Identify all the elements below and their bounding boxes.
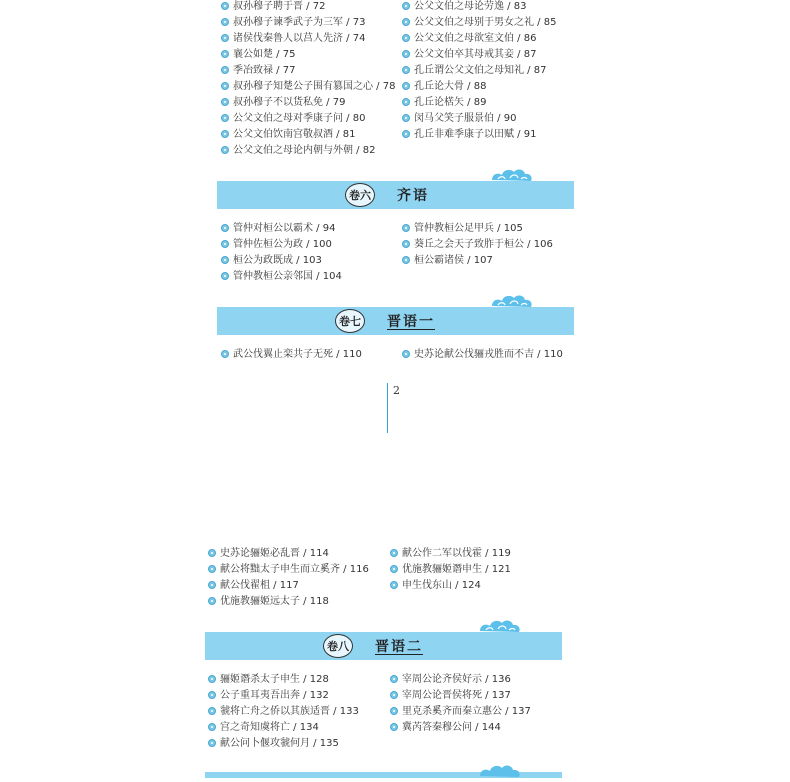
bullet-icon xyxy=(221,272,229,280)
bullet-icon xyxy=(402,82,410,90)
toc-entry xyxy=(221,48,295,61)
toc-entry xyxy=(221,348,362,361)
toc-entry-text: 宫之奇知虞将亡 / 134 xyxy=(220,722,319,733)
toc-entry xyxy=(221,32,365,45)
toc-entry-text: 公父文伯之母对季康子问 / 80 xyxy=(233,113,366,124)
toc-entry xyxy=(221,238,332,251)
bullet-icon xyxy=(390,581,398,589)
bullet-icon xyxy=(390,707,398,715)
toc-entry-text: 桓公霸诸侯 / 107 xyxy=(414,255,493,266)
toc-entry-text: 季冶致禄 / 77 xyxy=(233,65,296,76)
toc-entry-text: 宰周公论齐侯好示 / 136 xyxy=(402,674,511,685)
chapter-badge: 卷八 xyxy=(323,634,353,658)
toc-entry-text: 公父文伯之母欲室文伯 / 86 xyxy=(414,33,537,44)
toc-entry xyxy=(208,595,329,608)
toc-entry-text: 管仲对桓公以霸术 / 94 xyxy=(233,223,336,234)
bullet-icon xyxy=(390,549,398,557)
bullet-icon xyxy=(390,675,398,683)
bullet-icon xyxy=(208,549,216,557)
toc-entry xyxy=(390,721,501,734)
cloud-ornament-icon xyxy=(478,762,522,782)
toc-entry-text: 公父文伯之母论劳逸 / 83 xyxy=(414,1,527,12)
bullet-icon xyxy=(402,224,410,232)
bullet-icon xyxy=(402,34,410,42)
bullet-icon xyxy=(221,130,229,138)
toc-entry xyxy=(221,222,335,235)
toc-entry-text: 管仲教桓公足甲兵 / 105 xyxy=(414,223,523,234)
toc-entry-text: 里克杀奚齐而秦立惠公 / 137 xyxy=(402,706,531,717)
cloud-ornament-icon xyxy=(490,166,534,186)
toc-entry-text: 献公问卜偃攻虢何月 / 135 xyxy=(220,738,339,749)
bullet-icon xyxy=(221,18,229,26)
toc-entry-text: 公父文伯之母别于男女之礼 / 85 xyxy=(414,17,557,28)
toc-entry xyxy=(221,112,365,125)
bullet-icon xyxy=(402,130,410,138)
toc-entry-text: 公父文伯之母论内朝与外朝 / 82 xyxy=(233,145,376,156)
toc-entry xyxy=(402,96,486,109)
toc-entry-text: 优施教骊姬远太子 / 118 xyxy=(220,596,329,607)
bullet-icon xyxy=(208,691,216,699)
toc-entry xyxy=(208,705,359,718)
toc-entry xyxy=(402,16,556,29)
toc-entry-text: 桓公为政既成 / 103 xyxy=(233,255,322,266)
bullet-icon xyxy=(208,675,216,683)
bullet-icon xyxy=(208,723,216,731)
toc-entry xyxy=(221,254,322,267)
toc-entry xyxy=(390,547,511,560)
toc-entry xyxy=(208,563,369,576)
toc-entry xyxy=(221,80,395,93)
bullet-icon xyxy=(208,581,216,589)
bullet-icon xyxy=(402,98,410,106)
toc-entry xyxy=(221,16,365,29)
toc-entry-text: 叔孙穆子知楚公子围有篡国之心 / 78 xyxy=(233,81,396,92)
toc-entry-text: 冀芮答秦穆公问 / 144 xyxy=(402,722,501,733)
bullet-icon xyxy=(402,2,410,10)
cloud-ornament-icon xyxy=(490,292,534,312)
toc-entry-text: 申生伐东山 / 124 xyxy=(402,580,481,591)
toc-entry xyxy=(221,64,295,77)
toc-entry xyxy=(402,222,523,235)
bullet-icon xyxy=(221,82,229,90)
toc-entry-text: 骊姬谮杀太子申生 / 128 xyxy=(220,674,329,685)
toc-entry-text: 叔孙穆子不以货私免 / 79 xyxy=(233,97,346,108)
bullet-icon xyxy=(402,240,410,248)
toc-entry xyxy=(390,563,511,576)
toc-entry-text: 史苏论献公伐骊戎胜而不吉 / 110 xyxy=(414,349,563,360)
toc-entry xyxy=(208,721,319,734)
toc-entry-text: 叔孙穆子聘于晋 / 72 xyxy=(233,1,326,12)
toc-entry-text: 襄公如楚 / 75 xyxy=(233,49,296,60)
toc-entry xyxy=(208,737,339,750)
toc-entry xyxy=(390,579,481,592)
bullet-icon xyxy=(221,350,229,358)
page-divider-line xyxy=(387,383,388,433)
toc-entry-text: 史苏论骊姬必乱晋 / 114 xyxy=(220,548,329,559)
bullet-icon xyxy=(221,2,229,10)
toc-entry-text: 孔丘论楛矢 / 89 xyxy=(414,97,487,108)
bullet-icon xyxy=(221,98,229,106)
bullet-icon xyxy=(402,350,410,358)
toc-entry xyxy=(208,579,299,592)
toc-entry-text: 孔丘谓公父文伯之母知礼 / 87 xyxy=(414,65,547,76)
toc-entry xyxy=(221,128,355,141)
bullet-icon xyxy=(390,723,398,731)
toc-entry-text: 孔丘非难季康子以田赋 / 91 xyxy=(414,129,537,140)
toc-entry xyxy=(402,80,486,93)
bullet-icon xyxy=(221,146,229,154)
toc-entry-text: 虢将亡舟之侨以其族适晋 / 133 xyxy=(220,706,359,717)
bullet-icon xyxy=(402,18,410,26)
toc-entry-text: 武公伐翼止栾共子无死 / 110 xyxy=(233,349,362,360)
toc-entry xyxy=(208,547,329,560)
toc-entry xyxy=(208,673,329,686)
toc-entry xyxy=(390,673,511,686)
toc-entry xyxy=(402,0,526,13)
toc-entry xyxy=(402,64,546,77)
bullet-icon xyxy=(208,739,216,747)
toc-entry-text: 公父文伯饮南宫敬叔酒 / 81 xyxy=(233,129,356,140)
toc-entry xyxy=(390,689,511,702)
bullet-icon xyxy=(402,66,410,74)
chapter-badge: 卷六 xyxy=(345,183,375,207)
toc-entry-text: 献公将黜太子申生而立奚齐 / 116 xyxy=(220,564,369,575)
toc-entry xyxy=(402,48,536,61)
toc-entry-text: 管仲佐桓公为政 / 100 xyxy=(233,239,332,250)
chapter-title: 晋语一 xyxy=(387,314,435,330)
toc-entry-text: 公父文伯卒其母戒其妾 / 87 xyxy=(414,49,537,60)
toc-entry-text: 优施教骊姬谮申生 / 121 xyxy=(402,564,511,575)
toc-entry xyxy=(208,689,329,702)
bullet-icon xyxy=(390,565,398,573)
toc-entry-text: 叔孙穆子谏季武子为三军 / 73 xyxy=(233,17,366,28)
bullet-icon xyxy=(221,256,229,264)
toc-entry-text: 宰周公论晋侯将死 / 137 xyxy=(402,690,511,701)
chapter-title: 晋语二 xyxy=(375,639,423,655)
bullet-icon xyxy=(221,50,229,58)
bullet-icon xyxy=(221,224,229,232)
toc-entry xyxy=(402,32,536,45)
bullet-icon xyxy=(208,597,216,605)
toc-entry-text: 葵丘之会天子致胙于桓公 / 106 xyxy=(414,239,553,250)
bullet-icon xyxy=(208,707,216,715)
toc-entry-text: 公子重耳夷吾出奔 / 132 xyxy=(220,690,329,701)
toc-entry xyxy=(402,254,493,267)
toc-entry xyxy=(402,238,553,251)
toc-entry xyxy=(221,270,342,283)
bullet-icon xyxy=(402,256,410,264)
toc-entry-text: 献公作二军以伐霍 / 119 xyxy=(402,548,511,559)
toc-entry-text: 诸侯伐秦鲁人以莒人先济 / 74 xyxy=(233,33,366,44)
toc-entry-text: 献公伐翟柤 / 117 xyxy=(220,580,299,591)
chapter-badge: 卷七 xyxy=(335,309,365,333)
bullet-icon xyxy=(221,34,229,42)
bullet-icon xyxy=(402,50,410,58)
toc-entry-text: 孔丘论大骨 / 88 xyxy=(414,81,487,92)
bullet-icon xyxy=(221,114,229,122)
toc-entry xyxy=(402,128,536,141)
toc-entry xyxy=(402,348,563,361)
toc-entry xyxy=(402,112,516,125)
toc-entry xyxy=(221,144,375,157)
bullet-icon xyxy=(221,240,229,248)
toc-entry xyxy=(221,96,345,109)
bullet-icon xyxy=(390,691,398,699)
toc-entry-text: 管仲教桓公亲邻国 / 104 xyxy=(233,271,342,282)
bullet-icon xyxy=(402,114,410,122)
cloud-ornament-icon xyxy=(478,617,522,637)
toc-entry-text: 闵马父笑子服景伯 / 90 xyxy=(414,113,517,124)
toc-entry xyxy=(390,705,531,718)
toc-entry xyxy=(221,0,325,13)
bullet-icon xyxy=(208,565,216,573)
page-number: 2 xyxy=(393,384,400,397)
chapter-title: 齐语 xyxy=(397,188,429,204)
bullet-icon xyxy=(221,66,229,74)
